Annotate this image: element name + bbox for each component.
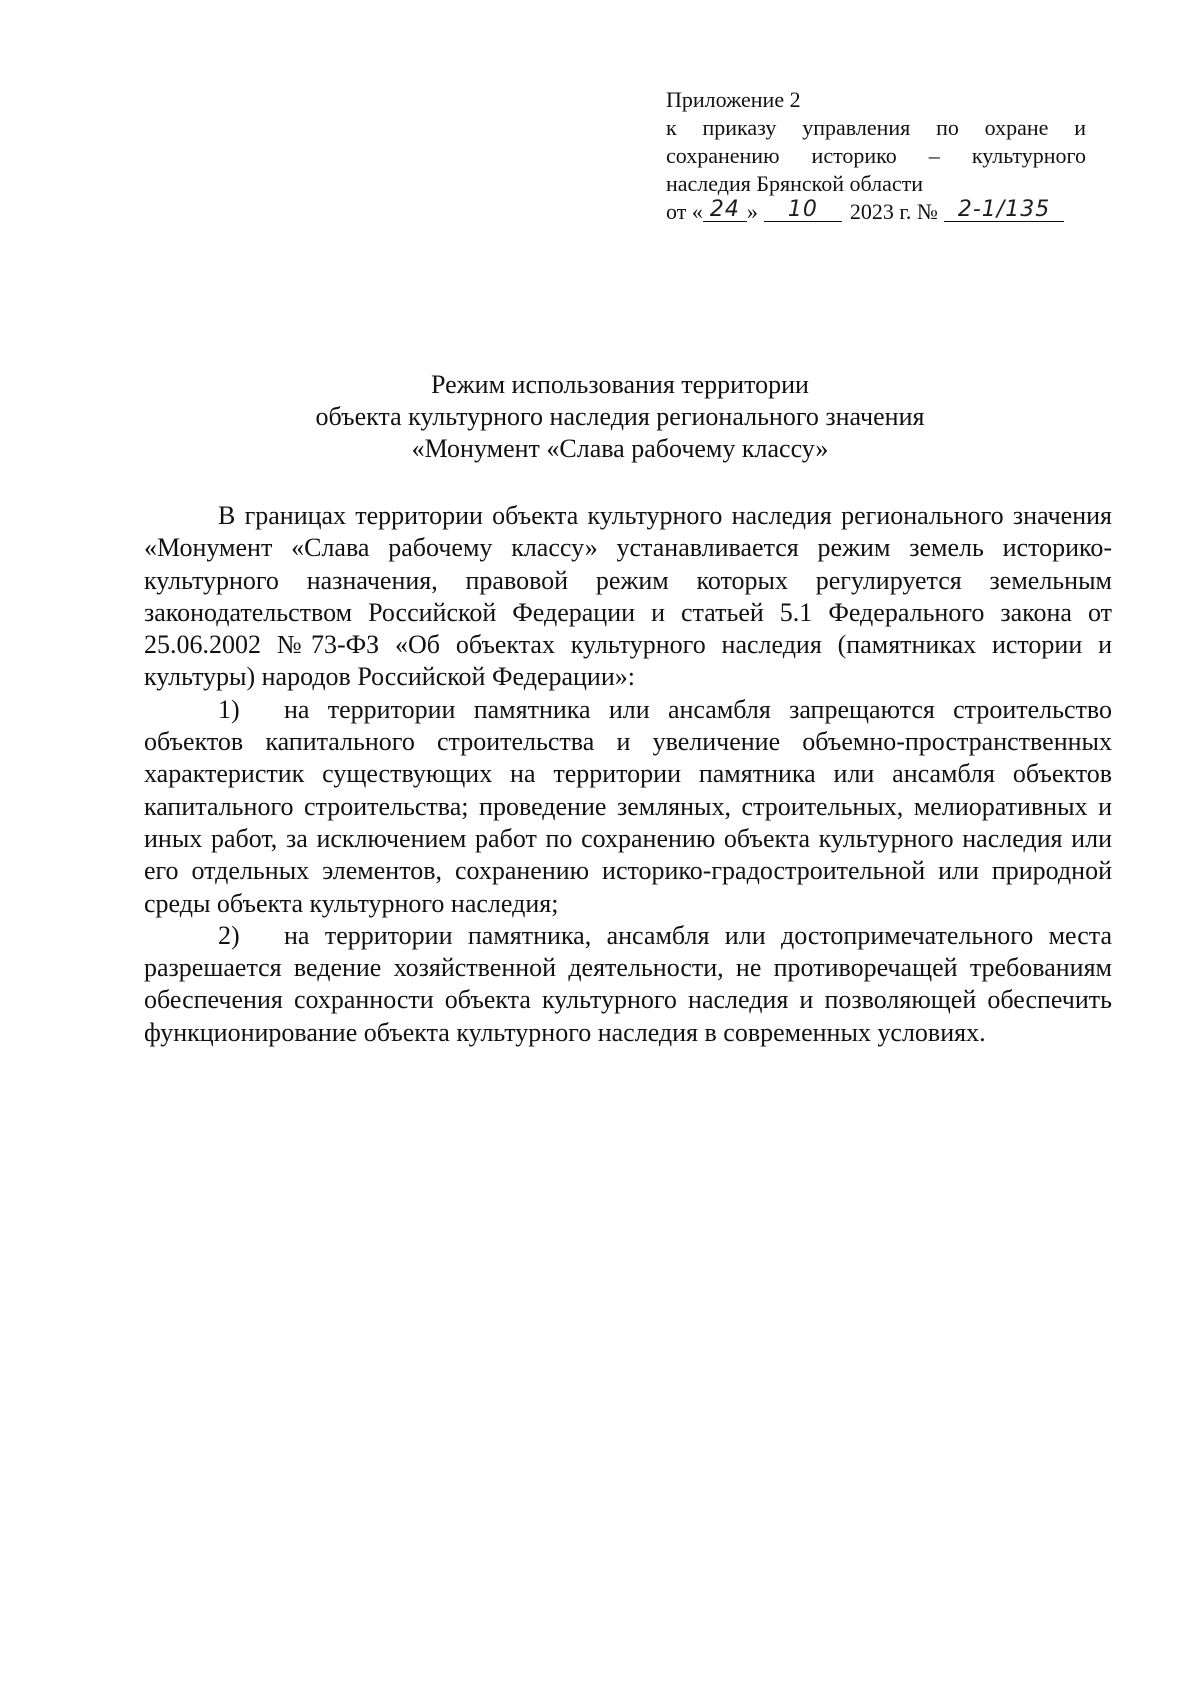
list-item — [144, 694, 1112, 920]
list-item-number: 2) — [218, 920, 240, 950]
title-line: «Монумент «Слава рабочему классу» — [411, 434, 829, 463]
handwritten-day: 24 — [703, 199, 747, 222]
appendix-label: Приложение 2 — [666, 87, 801, 112]
appendix-header — [666, 86, 1086, 226]
handwritten-month: 10 — [764, 199, 842, 222]
order-date-line — [666, 198, 1086, 226]
appendix-order-line: сохранению историко – культурного — [666, 143, 1086, 168]
list-item-number: 1) — [218, 694, 240, 724]
date-prefix: от « — [666, 199, 703, 224]
appendix-order-line: к приказу управления по охране и — [666, 115, 1086, 140]
appendix-order-line: наследия Брянской области — [666, 171, 924, 196]
list-item-text: на территории памятника или ансамбля запрещаются строительство объектов капитального строительства и увеличение объемно-пространственных характеристик существующих на территории памятника или ансамбля объектов капитального строительства; проведение земляных, строительных, мелиоративных и иных работ, за исключением работ по сохранению объекта культурного наследия или его отдельных элементов, сохранению историко-градостроительной или природной среды объекта культурного наследия; — [144, 694, 1112, 918]
handwritten-order-number: 2-1/135 — [944, 199, 1064, 222]
document-body — [144, 500, 1112, 1049]
document-title — [130, 369, 1110, 465]
title-line: объекта культурного наследия регионального значения — [315, 402, 925, 431]
date-quote-close: » — [746, 199, 758, 224]
list-item — [144, 920, 1112, 1049]
list-item-text: на территории памятника, ансамбля или достопримечательного места разрешается ведение хозяйственной деятельности, не противоречащей требованиям обеспечения сохранности объекта культурного наследия и позволяющей обеспечить функционирование объекта культурного наследия в современных условиях. — [144, 920, 1112, 1047]
intro-paragraph: В границах территории объекта культурного наследия регионального значения «Монумент «Слава рабочему классу» устанавливается режим земель историко-культурного назначения, правовой режим которых регулируется земельным законодательством Российской Федерации и статьей 5.1 Федерального закона от 25.06.2002 №73-ФЗ «Об объектах культурного наследия (памятниках истории и культуры) народов Российской Федерации»: — [144, 501, 1112, 692]
date-year-number-label: 2023 г. № — [849, 199, 938, 224]
title-line: Режим использования территории — [431, 370, 809, 399]
